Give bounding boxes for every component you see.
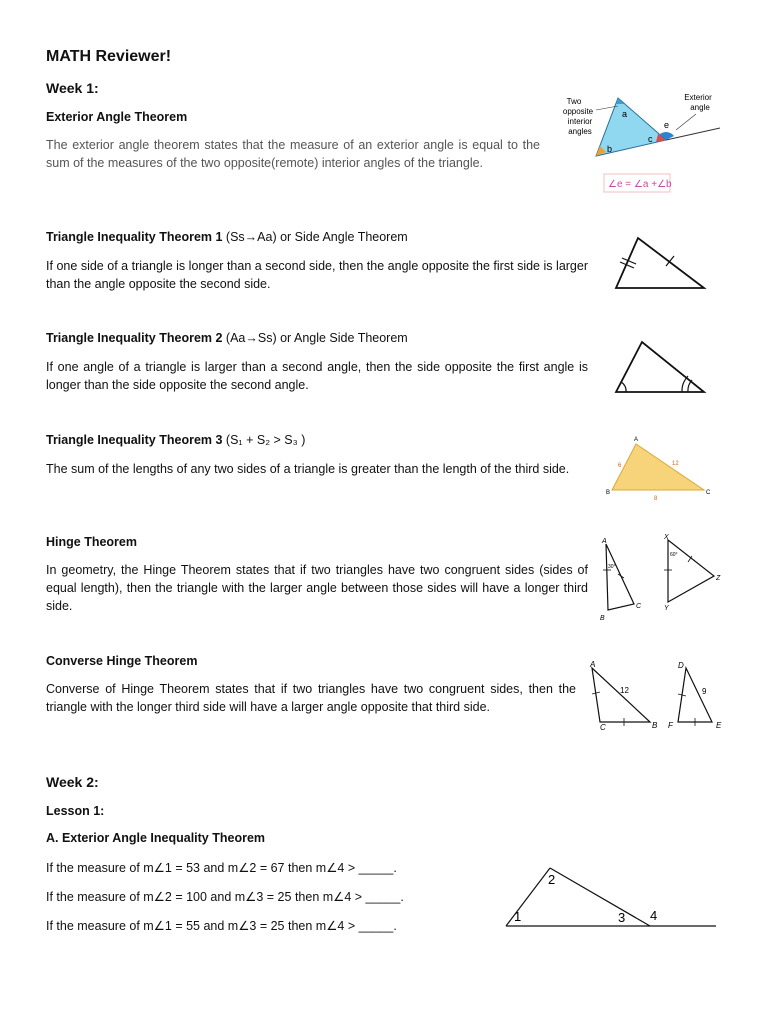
- side-8: 8: [654, 496, 658, 502]
- vertex-a: A: [633, 437, 639, 443]
- triangle-shape: [616, 342, 704, 392]
- tit3-figure: [600, 432, 718, 504]
- angle-4-label: 4: [650, 908, 658, 923]
- label-angle: angle: [690, 103, 710, 112]
- label-opposite: opposite: [562, 107, 594, 116]
- converse-hinge-body: Converse of Hinge Theorem states that if two triangles have two congruent sides, then the triangle with the longer third side will have a larger angle opposite that third side.: [46, 682, 576, 714]
- tit1-body: If one side of a triangle is longer than a second side, then the angle opposite the first side is larger than the angle opposite the second side.: [46, 259, 588, 291]
- question-2: If the measure of m∠2 = 100 and m∠3 = 25 then m∠4 > _____.: [46, 890, 404, 904]
- label-c: c: [648, 134, 653, 144]
- angle-arc: [621, 382, 626, 392]
- vertex-c: C: [636, 603, 642, 610]
- converse-hinge-figure: [584, 656, 724, 732]
- exterior-angle-heading: Exterior Angle Theorem: [46, 110, 188, 124]
- side-12: 12: [620, 686, 629, 695]
- vertex-a: A: [602, 538, 607, 545]
- converse-hinge-heading: Converse Hinge Theorem: [46, 654, 198, 668]
- vertex-f: F: [668, 721, 673, 730]
- label-exterior: Exterior: [684, 93, 712, 102]
- right-side: [550, 868, 650, 926]
- vertex-b: B: [652, 721, 658, 730]
- hinge-figure: [596, 530, 724, 622]
- label-two: Two: [566, 97, 582, 106]
- formula-label: ∠e = ∠a +∠b: [608, 179, 672, 190]
- tit3-heading-row: [46, 433, 305, 447]
- exterior-angle-inequality-figure: [500, 858, 718, 934]
- vertex-e: E: [716, 721, 722, 730]
- vertex-x: X: [664, 534, 669, 541]
- vertex-d: D: [678, 661, 684, 670]
- triangle-shape: [616, 238, 704, 288]
- tit1-heading-row: [46, 230, 408, 244]
- tit1-figure: [608, 232, 712, 296]
- triangle-xyz: [668, 540, 714, 602]
- triangle-abc: [592, 668, 650, 722]
- label-b: b: [607, 144, 613, 154]
- question-1: If the measure of m∠1 = 53 and m∠2 = 67 then m∠4 > _____.: [46, 861, 397, 875]
- lesson1-label: Lesson 1:: [46, 804, 105, 818]
- vertex-c: C: [706, 490, 711, 496]
- vertex-b: B: [606, 490, 611, 496]
- question-3: If the measure of m∠1 = 55 and m∠3 = 25 then m∠4 > _____.: [46, 919, 397, 933]
- left-side: [506, 868, 550, 926]
- label-interior: interior: [567, 117, 593, 126]
- angle-x-label: 60°: [670, 552, 678, 558]
- vertex-a: A: [590, 660, 596, 669]
- hinge-body: In geometry, the Hinge Theorem states that if two triangles have two congruent sides (sides of equal length), then the triangle with the larger angle between those sides will have a longer third side.: [46, 563, 588, 613]
- tit2-figure: [608, 334, 712, 398]
- tit2-heading: Triangle Inequality Theorem 2: [46, 331, 223, 345]
- tit2-body: If one angle of a triangle is larger than a second angle, then the side opposite the first angle is longer than the side opposite the second angle.: [46, 360, 588, 392]
- vertex-y: Y: [664, 605, 669, 612]
- triangle-abc: [606, 544, 634, 610]
- side-6: 6: [618, 463, 622, 469]
- tit1-heading: Triangle Inequality Theorem 1: [46, 230, 223, 244]
- vertex-c: C: [600, 723, 606, 732]
- label-angles: angles: [568, 127, 592, 136]
- tit3-heading: Triangle Inequality Theorem 3: [46, 433, 223, 447]
- tit3-subtitle: (S₁ + S₂ > S₃ ): [222, 433, 306, 447]
- angle-2-label: 2: [548, 872, 556, 887]
- side-12: 12: [672, 461, 679, 467]
- angle-a-label: 30°: [608, 564, 616, 570]
- tit2-heading-row: [46, 331, 408, 345]
- week1-label: Week 1:: [46, 80, 99, 96]
- pointer-line-exterior: [676, 114, 696, 130]
- triangle-shape: [612, 444, 704, 490]
- angle-3-label: 3: [618, 910, 626, 925]
- label-e: e: [664, 120, 670, 130]
- extension-line: [666, 128, 720, 140]
- vertex-b: B: [600, 615, 605, 622]
- section-a-heading: A. Exterior Angle Inequality Theorem: [46, 831, 266, 845]
- tit3-body: The sum of the lengths of any two sides of a triangle is greater than the length of the third side.: [46, 462, 570, 476]
- hinge-heading: Hinge Theorem: [46, 535, 137, 549]
- tit2-subtitle: (Aa→Ss) or Angle Side Theorem: [222, 331, 408, 345]
- label-a: a: [622, 109, 628, 119]
- page-title: MATH Reviewer!: [46, 48, 172, 65]
- week2-label: Week 2:: [46, 774, 99, 790]
- side-9: 9: [702, 687, 707, 696]
- angle-1-label: 1: [514, 909, 522, 924]
- vertex-z: Z: [716, 575, 721, 582]
- exterior-angle-body: The exterior angle theorem states that the measure of an exterior angle is equal to the sum of the measures of the two opposite(remote) interior angles of the triangle.: [46, 138, 540, 170]
- exterior-angle-figure: [556, 90, 724, 198]
- tit1-subtitle: (Ss→Aa) or Side Angle Theorem: [222, 230, 408, 244]
